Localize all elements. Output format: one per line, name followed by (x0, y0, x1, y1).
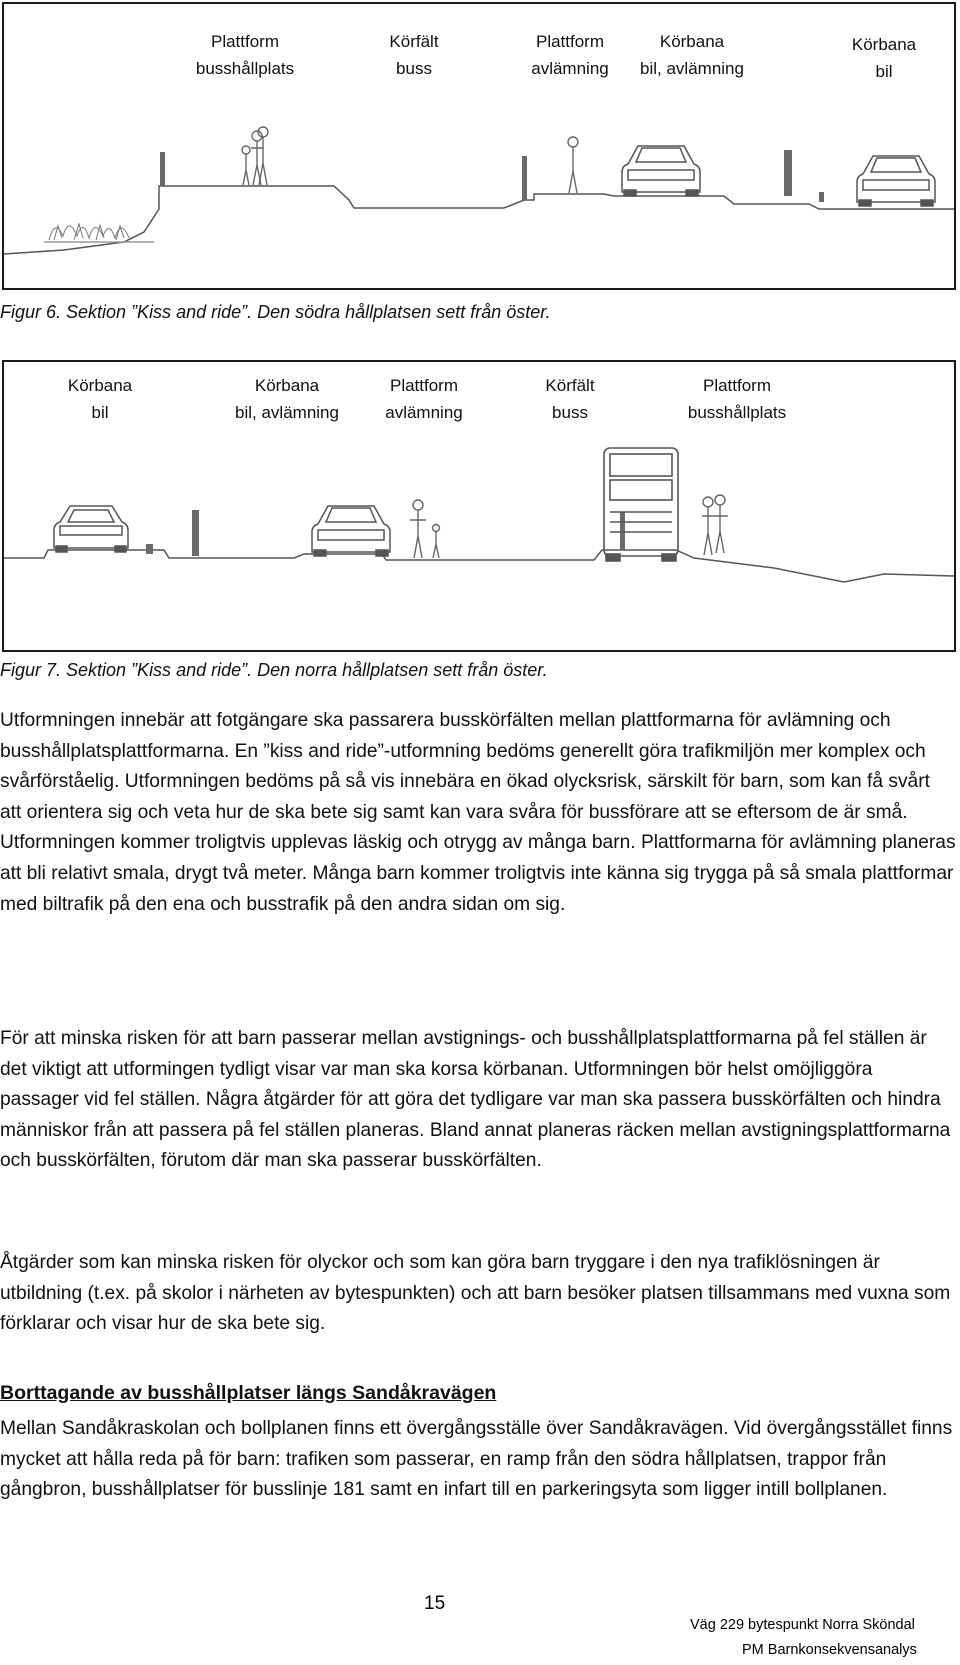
fig7-label-korbana-bil: Körbana bil (67, 376, 133, 422)
figure-6-caption: Figur 6. Sektion ”Kiss and ride”. Den södra hållplatsen sett från öster. (0, 302, 551, 322)
fig6-car-lane (857, 156, 935, 206)
figure-7-caption: Figur 7. Sektion ”Kiss and ride”. Den norra hållplatsen sett från öster. (0, 660, 548, 680)
fig7-bus (604, 448, 678, 561)
fig7-cross-section (4, 362, 954, 650)
fig6-label-korbana-bil: Körbana bil (851, 35, 917, 81)
footer-project-title: Väg 229 bytespunkt Norra Sköndal (690, 1617, 915, 1633)
fig7-car-dropoff (312, 506, 390, 556)
fig6-cross-section (4, 4, 954, 288)
figure-7-section-drawing (2, 360, 956, 652)
fig6-post-2 (522, 156, 527, 200)
fig7-post-2 (620, 512, 625, 550)
fig7-post-1 (192, 510, 199, 556)
fig6-person-dropoff (568, 137, 578, 193)
fig7-people-busstop (702, 495, 728, 555)
figure-6-section-drawing (2, 2, 956, 290)
fig6-post-1 (160, 152, 165, 186)
fig6-car-dropoff (622, 146, 700, 196)
footer-document-title: PM Barnkonsekvensanalys (742, 1642, 917, 1658)
fig7-car-lane (54, 506, 128, 552)
fig7-post-small (146, 544, 153, 554)
fig7-label-plattform-busshallplats: Plattform busshållplats (687, 376, 787, 422)
page-number: 15 (424, 1593, 446, 1614)
fig6-people-platform (242, 127, 268, 185)
fig6-post-small (819, 192, 824, 202)
fig6-label-plattform-busshallplats: Plattform busshållplats (195, 32, 295, 78)
fig7-label-korfalt-buss: Körfält buss (545, 376, 595, 422)
section-heading: Borttagande av busshållplatser längs Sandåkravägen (0, 1382, 497, 1404)
fig7-label-plattform-avlamning: Plattform avlämning (385, 376, 463, 422)
fig7-ground-line (4, 550, 954, 582)
paragraph-sandakravagen: Mellan Sandåkraskolan och bollplanen finns ett övergångsställe över Sandåkravägen. Vid övergångsstället finns mycket att hålla reda på för barn: trafiken som passerar, en ramp från den södra hållplatsen, trappor från gångbron, busshållplatser för busslinje 181 samt en infart till en parkeringsyta som ligger intill bollplanen. (0, 1418, 953, 1501)
fig6-label-korfalt-buss: Körfält buss (389, 32, 439, 78)
paragraph-kiss-and-ride: Utformningen innebär att fotgängare ska passarera busskörfälten mellan plattformarna för avlämning och busshållplatsplattformarna. En ”kiss and ride”-utformning bedöms generellt göra trafikmiljön mer komplex och svårförståelig. Utformningen bedöms på så vis innebära en ökad olycksrisk, särskilt för barn, som kan få svårt att orientera sig och veta hur de ska bete sig samt kan vara svåra för bussförare att se eftersom de är små. Utformningen kommer troligtvis upplevas läskig och otrygg av många barn. Plattformarna för avlämning planeras att bli relativt smala, drygt två meter. Många barn kommer troligtvis inte känna sig trygga på så smala plattformar med biltrafik på den ena och busstrafik på den andra sidan om sig. (0, 710, 956, 915)
fig6-label-korbana-bil-avlamning: Körbana bil, avlämning (640, 32, 744, 78)
fig6-label-plattform-avlamning: Plattform avlämning (531, 32, 609, 78)
paragraph-education: Åtgärder som kan minska risken för olyckor och som kan göra barn tryggare i den nya trafiklösningen är utbildning (t.ex. på skolor i närheten av bytespunkten) och att barn besöker platsen tillsammans med vuxna som förklarar och visar hur de ska bete sig. (0, 1252, 951, 1335)
fig6-post-3 (784, 150, 792, 196)
fig6-ground-line (4, 186, 954, 254)
fig7-people-dropoff (410, 500, 440, 558)
paragraph-barriers: För att minska risken för att barn passerar mellan avstignings- och busshållplatsplattformarna på fel ställen är det viktigt att utformingen tydligt visar var man ska korsa körbanan. Utformningen bör helst omöjliggöra passager vid fel ställen. Några åtgärder för att göra det tydligare var man ska passera busskörfälten och hindra människor från att passera på fel ställen planeras. Bland annat planeras räcken mellan avstigningsplattformarna och busskörfälten, förutom där man ska passerar busskörfälten. (0, 1028, 951, 1172)
fig6-bushes (49, 224, 129, 240)
fig7-label-korbana-bil-avlamning: Körbana bil, avlämning (235, 376, 339, 422)
